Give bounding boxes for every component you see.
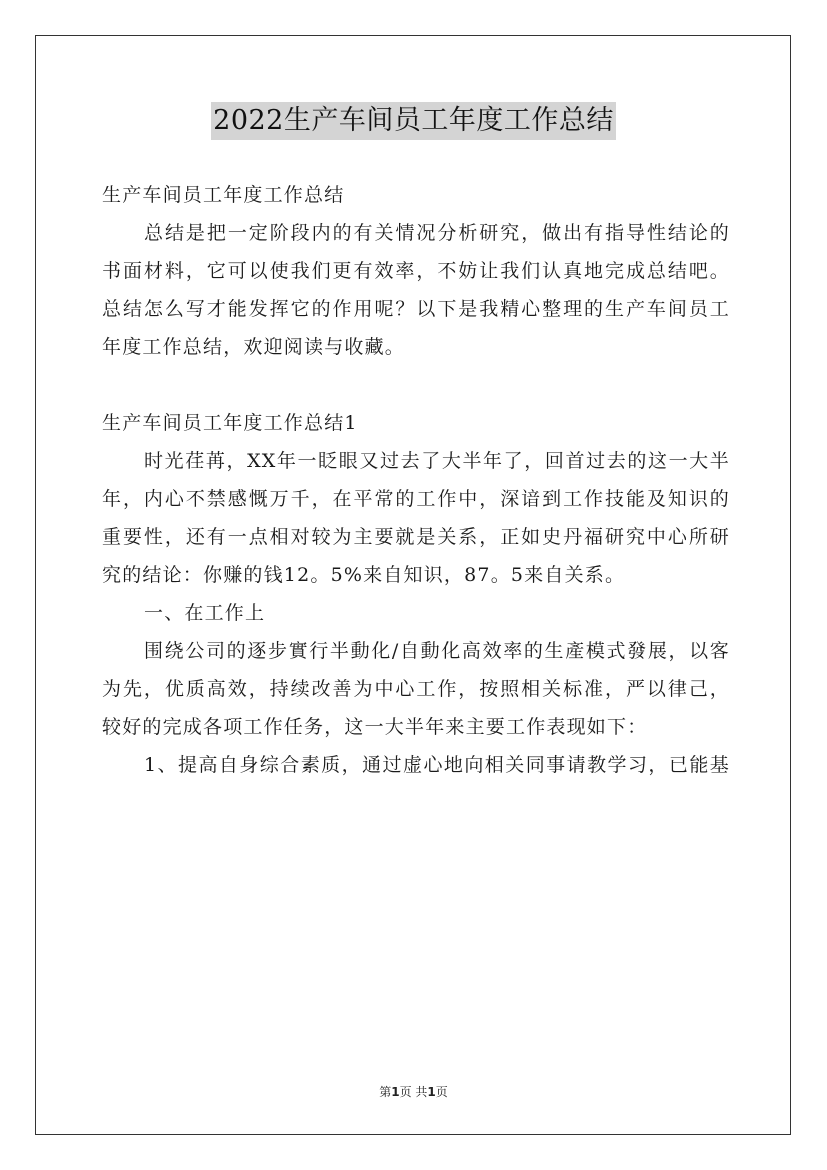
footer-total-pages: 1 bbox=[427, 1085, 436, 1099]
footer-page-prefix: 第 bbox=[379, 1085, 392, 1099]
page-footer bbox=[0, 1083, 827, 1100]
paragraph-line: 年度工作总结，欢迎阅读与收藏。 bbox=[102, 336, 406, 358]
section-heading: 生产车间员工年度工作总结1 bbox=[102, 412, 358, 434]
paragraph-line: 书面材料，它可以使我们更有效率，不妨让我们认真地完成总结吧。 bbox=[102, 260, 730, 282]
paragraph-line: 较好的完成各项工作任务，这一大半年来主要工作表现如下： bbox=[102, 716, 648, 738]
paragraph-line: 1、提高自身综合素质，通过虚心地向相关同事请教学习，已能基 bbox=[144, 754, 730, 776]
paragraph-line: 围绕公司的逐步實行半動化/自動化高效率的生產模式發展，以客 bbox=[144, 640, 730, 662]
paragraph-line: 为先，优质高效，持续改善为中心工作，按照相关标准，严以律己， bbox=[102, 678, 730, 700]
title-wrap bbox=[0, 102, 827, 140]
footer-page-number: 1 bbox=[391, 1085, 400, 1099]
paragraph-line: 重要性，还有一点相对较为主要就是关系，正如史丹福研究中心所研 bbox=[102, 526, 730, 548]
paragraph-line: 时光荏苒，XX年一眨眼又过去了大半年了，回首过去的这一大半 bbox=[144, 450, 730, 472]
footer-page-mid: 页 共 bbox=[399, 1085, 428, 1099]
paragraph-line: 总结是把一定阶段内的有关情况分析研究，做出有指导性结论的 bbox=[144, 222, 730, 244]
subsection-heading: 一、在工作上 bbox=[144, 602, 266, 624]
footer-page-suffix: 页 bbox=[435, 1085, 448, 1099]
subtitle-line: 生产车间员工年度工作总结 bbox=[102, 184, 345, 206]
document-body bbox=[102, 176, 730, 784]
paragraph-line: 总结怎么写才能发挥它的作用呢？以下是我精心整理的生产车间员工 bbox=[102, 298, 730, 320]
document-title: 2022生产车间员工年度工作总结 bbox=[211, 102, 616, 140]
paragraph-line: 年，内心不禁感慨万千，在平常的工作中，深谙到工作技能及知识的 bbox=[102, 488, 730, 510]
blank-line bbox=[102, 366, 730, 404]
paragraph-line: 究的结论：你赚的钱12。5%来自知识，87。5来自关系。 bbox=[102, 564, 626, 586]
